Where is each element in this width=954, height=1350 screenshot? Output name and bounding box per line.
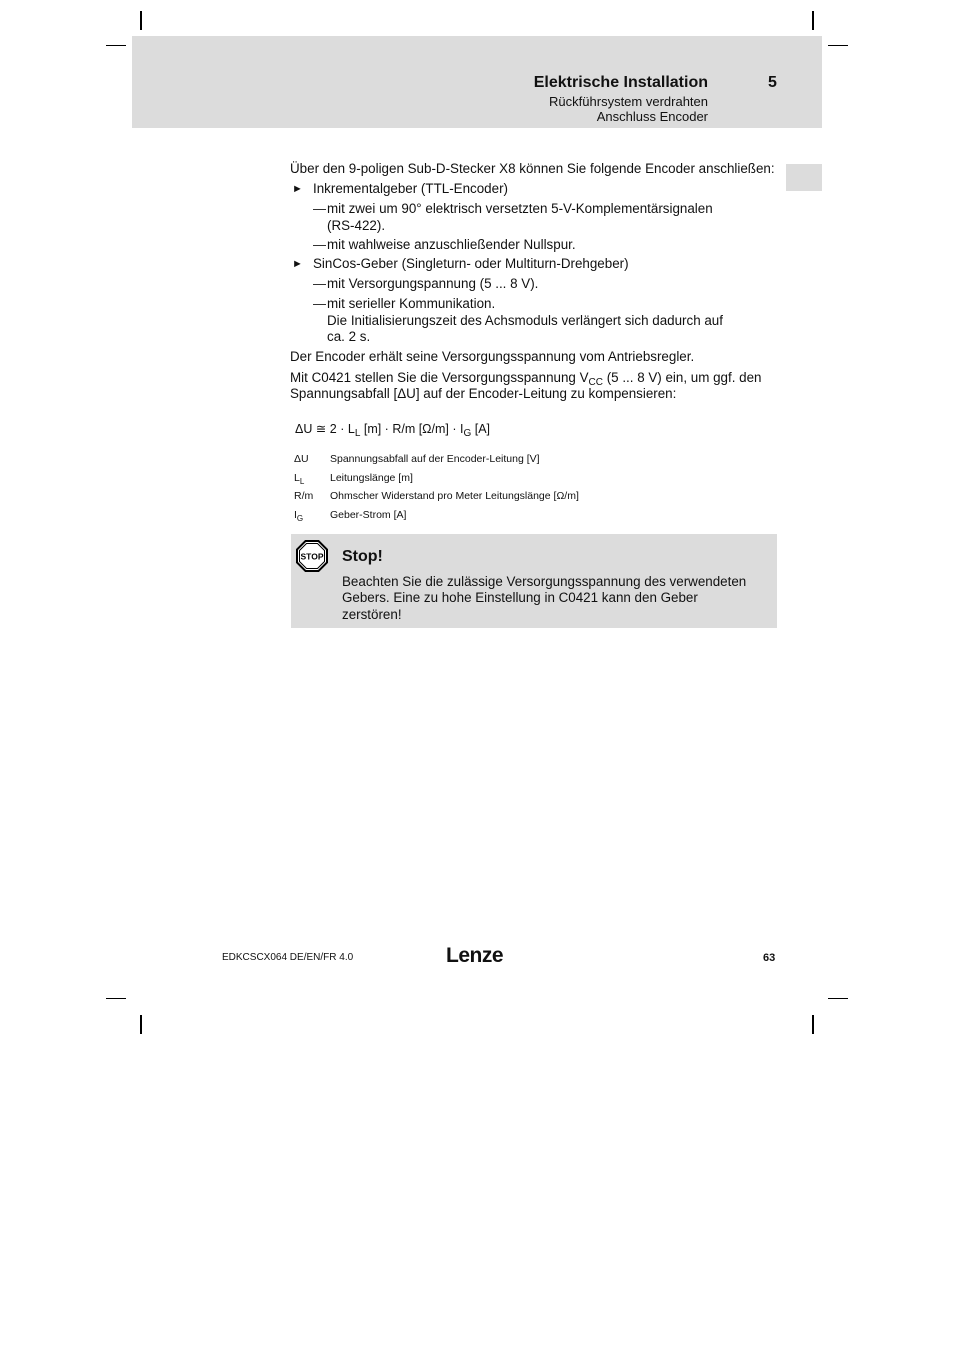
c0421-paragraph-cont: Spannungsabfall [ΔU] auf der Encoder-Leitung zu kompensieren:	[290, 386, 677, 401]
stop-warning-box	[291, 534, 777, 628]
legend-symbol: $I_G$	[294, 509, 304, 523]
bullet-triangle-icon: ►	[292, 183, 303, 195]
page-number: 63	[763, 952, 776, 964]
list-subitem: mit wahlweise anzuschließender Nullspur.	[327, 237, 576, 252]
stop-text: Gebers. Eine zu hohe Einstellung in C0421 kann den Geber	[342, 590, 698, 605]
list-subitem: mit zwei um 90° elektrisch versetzten 5-V-Komplementärsignalen	[327, 201, 713, 216]
legend-symbol: ΔU	[294, 453, 309, 465]
crop-mark	[828, 45, 848, 46]
legend-description: Spannungsabfall auf der Encoder-Leitung [V]	[330, 453, 540, 465]
legend-symbol: $L_L$	[294, 472, 305, 486]
chapter-tab-marker	[786, 164, 822, 191]
lenze-logo: Lenze	[446, 944, 504, 967]
dash-icon: —	[313, 276, 326, 291]
stop-text: Beachten Sie die zulässige Versorgungsspannung des verwendeten	[342, 574, 747, 589]
crop-mark	[106, 45, 126, 46]
stop-title: Stop!	[342, 548, 383, 565]
legend-description: Ohmscher Widerstand pro Meter Leitungslänge [Ω/m]	[330, 490, 579, 502]
crop-mark	[140, 1015, 142, 1034]
list-item: SinCos-Geber (Singleturn- oder Multiturn-Drehgeber)	[313, 256, 629, 271]
legend-symbol: R/m	[294, 490, 314, 502]
supply-paragraph: Der Encoder erhält seine Versorgungsspannung vom Antriebsregler.	[290, 349, 695, 364]
c0421-paragraph: Mit C0421 stellen Sie die Versorgungsspannung $V_{CC}$ (5 ... 8 V) ein, um ggf. den	[290, 370, 762, 388]
intro-paragraph: Über den 9-poligen Sub-D-Stecker X8 können Sie folgende Encoder anschließen:	[290, 161, 775, 176]
chapter-number: 5	[768, 74, 777, 91]
stop-sign-icon	[296, 540, 328, 572]
crop-mark	[106, 998, 126, 999]
stop-text: zerstören!	[342, 607, 402, 622]
dash-icon: —	[313, 296, 326, 311]
crop-mark	[140, 11, 142, 30]
crop-mark	[812, 1015, 814, 1034]
chapter-title: Elektrische Installation	[533, 74, 708, 91]
section-title: Rückführsystem verdrahten	[549, 94, 708, 109]
list-subitem-cont: ca. 2 s.	[327, 329, 371, 344]
legend-description: Geber-Strom [A]	[330, 509, 407, 521]
voltage-drop-formula: ΔU ≅ $2 \cdot L_L$ [m] · R/m $[\Omega/m] \cdot I_G$ [A]	[295, 422, 491, 439]
list-subitem: mit Versorgungspannung (5 ... 8 V).	[327, 276, 539, 291]
crop-mark	[812, 11, 814, 30]
page-header	[132, 36, 822, 128]
dash-icon: —	[313, 201, 326, 216]
list-subitem: mit serieller Kommunikation.	[327, 296, 496, 311]
bullet-triangle-icon: ►	[292, 258, 303, 270]
legend-description: Leitungslänge [m]	[330, 472, 413, 484]
dash-icon: —	[313, 237, 326, 252]
crop-mark	[828, 998, 848, 999]
list-subitem-cont: Die Initialisierungszeit des Achsmoduls verlängert sich dadurch auf	[327, 313, 723, 328]
list-item: Inkrementalgeber (TTL-Encoder)	[313, 181, 508, 196]
list-subitem-cont: (RS-422).	[327, 218, 386, 233]
svg-text:STOP: STOP	[300, 551, 324, 562]
document-id: EDKCSCX064 DE/EN/FR 4.0	[222, 952, 354, 963]
subsection-title: Anschluss Encoder	[596, 109, 708, 124]
